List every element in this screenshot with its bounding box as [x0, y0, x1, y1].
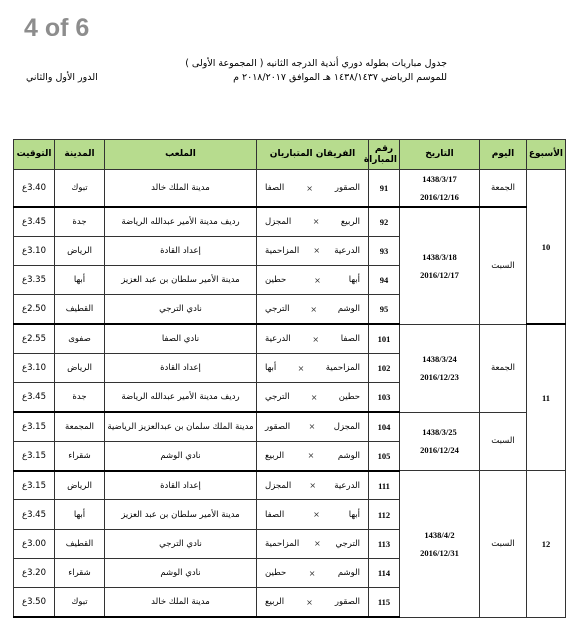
- hijri-date: 1438/3/25: [422, 427, 457, 438]
- city-cell: أبها: [55, 266, 105, 295]
- venue-cell: نادي الوشم: [105, 559, 257, 588]
- day-cell: السبت: [480, 412, 527, 471]
- col-header-city: المدينة: [55, 140, 105, 170]
- match-number: 94: [369, 266, 400, 295]
- kickoff-time-cell: 2.50ع: [14, 295, 55, 324]
- versus-separator: ×: [307, 451, 315, 461]
- away-team: الصفا: [265, 183, 285, 193]
- away-team: الدرعية: [265, 334, 291, 345]
- teams-cell: [257, 383, 369, 412]
- gregorian-date: 2016/12/31: [420, 547, 459, 558]
- versus-separator: ×: [313, 539, 321, 549]
- table-row: [14, 412, 566, 441]
- versus-separator: ×: [313, 246, 321, 256]
- kickoff-time-cell: 3.10ع: [14, 236, 55, 265]
- versus-separator: ×: [308, 422, 316, 432]
- home-team: الربيع: [340, 216, 360, 227]
- away-team: حطين: [265, 568, 287, 579]
- venue-cell: مدينة الأمير سلطان بن عبد العزيز: [105, 500, 257, 529]
- match-number: 92: [369, 207, 400, 236]
- kickoff-time-cell: 3.35ع: [14, 266, 55, 295]
- city-cell: المجمعة: [55, 412, 105, 441]
- city-cell: الرياض: [55, 471, 105, 500]
- versus-separator: ×: [308, 568, 316, 578]
- day-cell: الجمعة: [480, 324, 527, 412]
- round-label: الدور الأول والثاني: [26, 72, 98, 83]
- city-cell: جدة: [55, 383, 105, 412]
- city-cell: تبوك: [55, 170, 105, 208]
- versus-separator: ×: [312, 334, 320, 344]
- teams-cell: [257, 170, 369, 208]
- city-cell: صفوى: [55, 324, 105, 353]
- date-cell: [400, 471, 480, 617]
- city-cell: شقراء: [55, 559, 105, 588]
- home-team: الترجي: [335, 538, 360, 549]
- match-number: 112: [369, 500, 400, 529]
- kickoff-time-cell: 3.20ع: [14, 559, 55, 588]
- home-team: الدرعية: [334, 480, 360, 491]
- city-cell: الرياض: [55, 236, 105, 265]
- home-team: الوشم: [337, 568, 360, 579]
- venue-cell: مدينة الملك خالد: [105, 588, 257, 617]
- versus-separator: ×: [297, 363, 305, 373]
- away-team: المجزل: [265, 216, 292, 227]
- venue-cell: نادي الصفا: [105, 324, 257, 353]
- teams-cell: [257, 295, 369, 324]
- match-number: 91: [369, 170, 400, 208]
- away-team: الربيع: [265, 450, 285, 461]
- day-cell: السبت: [480, 207, 527, 324]
- away-team: الصقور: [265, 421, 291, 432]
- match-number: 95: [369, 295, 400, 324]
- venue-cell: إعداد القادة: [105, 471, 257, 500]
- home-team: حطين: [338, 392, 360, 403]
- day-cell: الجمعة: [480, 170, 527, 208]
- teams-cell: [257, 500, 369, 529]
- versus-separator: ×: [314, 275, 321, 285]
- kickoff-time-cell: 3.15ع: [14, 471, 55, 500]
- venue-cell: رديف مدينة الأمير عبدالله الرياضة: [105, 383, 257, 412]
- city-cell: تبوك: [55, 588, 105, 617]
- season-subtitle: للموسم الرياضي ١٤٣٨/١٤٣٧ هـ الموافق ٢٠١٨/٢٠١٧ م: [233, 72, 447, 83]
- day-cell: السبت: [480, 471, 527, 617]
- table-row: [14, 324, 566, 353]
- kickoff-time-cell: 3.45ع: [14, 207, 55, 236]
- table-body: [14, 170, 566, 618]
- match-number: 93: [369, 236, 400, 265]
- home-team: الوشم: [337, 450, 360, 461]
- match-number: 105: [369, 441, 400, 470]
- venue-cell: نادي الوشم: [105, 441, 257, 470]
- hijri-date: 1438/3/18: [422, 251, 457, 262]
- gregorian-date: 2016/12/17: [420, 269, 459, 280]
- venue-cell: نادي الترجي: [105, 529, 257, 558]
- venue-cell: إعداد القادة: [105, 236, 257, 265]
- match-schedule-table: [13, 139, 566, 618]
- teams-cell: [257, 559, 369, 588]
- venue-cell: إعداد القادة: [105, 353, 257, 382]
- kickoff-time-cell: 3.10ع: [14, 353, 55, 382]
- gregorian-date: 2016/12/24: [420, 445, 459, 456]
- away-team: الصفا: [265, 509, 285, 520]
- home-team: المجزل: [333, 421, 360, 432]
- table-header-row: [14, 140, 566, 170]
- match-number: 104: [369, 412, 400, 441]
- match-number: 114: [369, 559, 400, 588]
- city-cell: القطيف: [55, 295, 105, 324]
- venue-cell: مدينة الملك سلمان بن عبدالعزيز الرياضية: [105, 412, 257, 441]
- teams-cell: [257, 207, 369, 236]
- teams-cell: [257, 353, 369, 382]
- home-team: الصقور: [334, 183, 360, 193]
- kickoff-time-cell: 3.15ع: [14, 441, 55, 470]
- away-team: المجزل: [265, 480, 292, 491]
- gregorian-date: 2016/12/16: [420, 192, 459, 202]
- teams-cell: [257, 441, 369, 470]
- versus-separator: ×: [310, 304, 318, 314]
- home-team: المزاحمية: [325, 363, 360, 374]
- home-team: الصقور: [334, 597, 360, 608]
- date-cell: [400, 324, 480, 412]
- week-number-cell: 10: [527, 170, 566, 325]
- versus-separator: ×: [312, 217, 320, 227]
- match-number: 103: [369, 383, 400, 412]
- hijri-date: 1438/3/24: [422, 354, 457, 365]
- city-cell: جدة: [55, 207, 105, 236]
- home-team: الصفا: [340, 334, 360, 345]
- versus-separator: ×: [306, 183, 313, 193]
- versus-separator: ×: [309, 481, 317, 491]
- hijri-date: 1438/4/2: [424, 529, 455, 540]
- venue-cell: نادي الترجي: [105, 295, 257, 324]
- kickoff-time-cell: 2.55ع: [14, 324, 55, 353]
- home-team: الدرعية: [334, 245, 360, 256]
- match-number: 113: [369, 529, 400, 558]
- kickoff-time-cell: 3.45ع: [14, 500, 55, 529]
- col-header-day: اليوم: [480, 140, 527, 170]
- home-team: أبها: [348, 275, 360, 286]
- col-header-match-no: رقم المباراة: [369, 140, 400, 170]
- teams-cell: [257, 471, 369, 500]
- away-team: حطين: [265, 275, 287, 286]
- match-number: 101: [369, 324, 400, 353]
- kickoff-time-cell: 3.40ع: [14, 170, 55, 208]
- col-header-date: التاريخ: [400, 140, 480, 170]
- table-row: [14, 471, 566, 500]
- col-header-week: الأسبوع: [527, 140, 566, 170]
- versus-separator: ×: [313, 510, 320, 520]
- col-header-venue: الملعب: [105, 140, 257, 170]
- teams-cell: [257, 588, 369, 617]
- teams-cell: [257, 412, 369, 441]
- kickoff-time-cell: 3.15ع: [14, 412, 55, 441]
- venue-cell: رديف مدينة الأمير عبدالله الرياضة: [105, 207, 257, 236]
- home-team: أبها: [348, 509, 360, 520]
- schedule-title: جدول مباريات بطوله دوري أندية الدرجه الثانيه ( المجموعة الأولى ): [185, 58, 447, 69]
- col-header-time: التوقيت: [14, 140, 55, 170]
- kickoff-time-cell: 3.50ع: [14, 588, 55, 617]
- kickoff-time-cell: 3.00ع: [14, 529, 55, 558]
- date-cell: [400, 207, 480, 324]
- city-cell: القطيف: [55, 529, 105, 558]
- away-team: الربيع: [265, 597, 285, 608]
- away-team: الترجي: [265, 304, 290, 315]
- venue-cell: مدينة الملك خالد: [105, 170, 257, 208]
- city-cell: شقراء: [55, 441, 105, 470]
- city-cell: الرياض: [55, 353, 105, 382]
- city-cell: أبها: [55, 500, 105, 529]
- col-header-teams: الفريقان المتباريان: [257, 140, 369, 170]
- week-number-cell: 12: [527, 471, 566, 617]
- table-row: [14, 207, 566, 236]
- versus-separator: ×: [310, 392, 318, 402]
- match-number: 102: [369, 353, 400, 382]
- away-team: الترجي: [265, 392, 290, 403]
- kickoff-time-cell: 3.45ع: [14, 383, 55, 412]
- match-number: 111: [369, 471, 400, 500]
- away-team: أبها: [265, 363, 277, 374]
- away-team: المزاحمية: [265, 245, 300, 256]
- date-cell: [400, 412, 480, 471]
- table-row: [14, 170, 566, 208]
- gregorian-date: 2016/12/23: [420, 372, 459, 383]
- teams-cell: [257, 266, 369, 295]
- venue-cell: مدينة الأمير سلطان بن عبد العزيز: [105, 266, 257, 295]
- away-team: المزاحمية: [265, 538, 300, 549]
- match-number: 115: [369, 588, 400, 617]
- teams-cell: [257, 529, 369, 558]
- date-cell: [400, 170, 480, 208]
- teams-cell: [257, 324, 369, 353]
- week-number-cell: 11: [527, 324, 566, 470]
- home-team: الوشم: [337, 304, 360, 315]
- hijri-date: 1438/3/17: [422, 174, 457, 184]
- page-indicator: 4 of 6: [24, 14, 90, 42]
- versus-separator: ×: [306, 597, 313, 607]
- teams-cell: [257, 236, 369, 265]
